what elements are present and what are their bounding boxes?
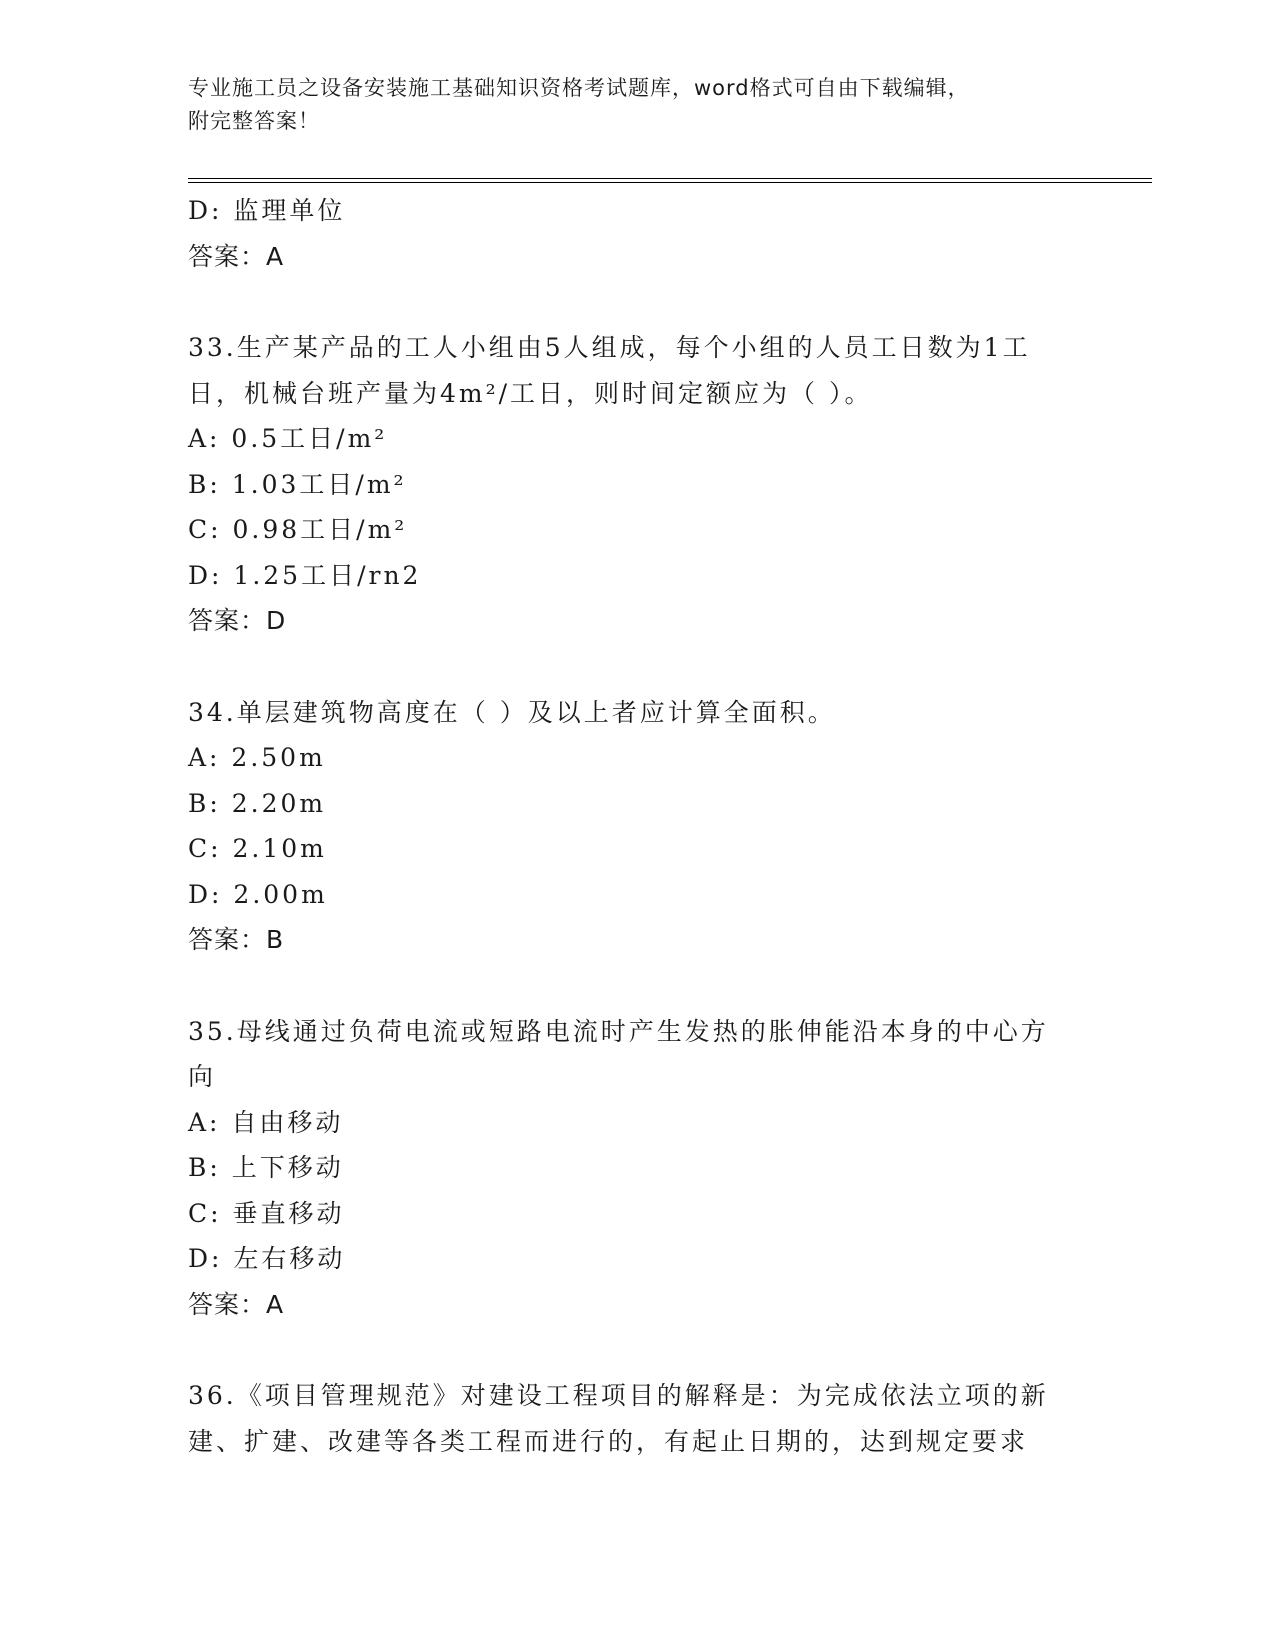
- question-gap: [188, 963, 1088, 1009]
- question-gap: [188, 644, 1088, 690]
- option-a: A: 2.50m: [188, 743, 326, 772]
- question-gap: [188, 1327, 1088, 1373]
- answer-line: 答案：D: [188, 606, 287, 635]
- option-d: D: 2.00m: [188, 879, 328, 909]
- option-c: C: 2.10m: [188, 834, 327, 863]
- option-c: C: 0.98工日/m²: [188, 515, 408, 544]
- question-34: [188, 690, 1088, 963]
- question-stem-continued: 向: [188, 1062, 217, 1091]
- question-stem-continued: 建、扩建、改建等各类工程而进行的，有起止日期的，达到规定要求: [188, 1426, 1029, 1456]
- option-d: D: 1.25工日/rn2: [188, 560, 422, 590]
- question-36: [188, 1373, 1088, 1464]
- option-b: B: 1.03工日/m²: [188, 469, 407, 499]
- question-stem-continued: 日，机械台班产量为4m²/工日，则时间定额应为（ ）。: [188, 378, 873, 408]
- answer-line: 答案：A: [188, 1289, 285, 1319]
- option-a: A: 自由移动: [188, 1107, 344, 1137]
- option-d: D: 左右移动: [188, 1244, 346, 1273]
- option-c: C: 垂直移动: [188, 1198, 345, 1228]
- exam-content: [188, 188, 1088, 1464]
- question-gap: [188, 279, 1088, 325]
- question-stem: 35.母线通过负荷电流或短路电流时产生发热的胀伸能沿本身的中心方: [188, 1016, 1049, 1046]
- question-32-tail: [188, 188, 1088, 279]
- header-line-2: 附完整答案！: [188, 109, 320, 133]
- document-header: [188, 72, 1088, 138]
- answer-line: 答案：B: [188, 925, 285, 954]
- option-a: A: 0.5工日/m²: [188, 424, 388, 453]
- option-b: B: 上下移动: [188, 1153, 344, 1182]
- question-33: [188, 325, 1088, 644]
- option-d: D: 监理单位: [188, 196, 346, 225]
- question-stem: 33.生产某产品的工人小组由5人组成，每个小组的人员工日数为1工: [188, 333, 1031, 362]
- header-line-1: 专业施工员之设备安装施工基础知识资格考试题库，word格式可自由下载编辑，: [188, 76, 970, 100]
- question-stem: 36.《项目管理规范》对建设工程项目的解释是：为完成依法立项的新: [188, 1381, 1049, 1410]
- option-b: B: 2.20m: [188, 788, 327, 818]
- question-stem: 34.单层建筑物高度在（ ）及以上者应计算全面积。: [188, 697, 836, 727]
- answer-line: 答案：A: [188, 241, 285, 271]
- header-divider-thin: [188, 178, 1152, 179]
- question-35: [188, 1009, 1088, 1328]
- header-divider-thick: [188, 182, 1152, 183]
